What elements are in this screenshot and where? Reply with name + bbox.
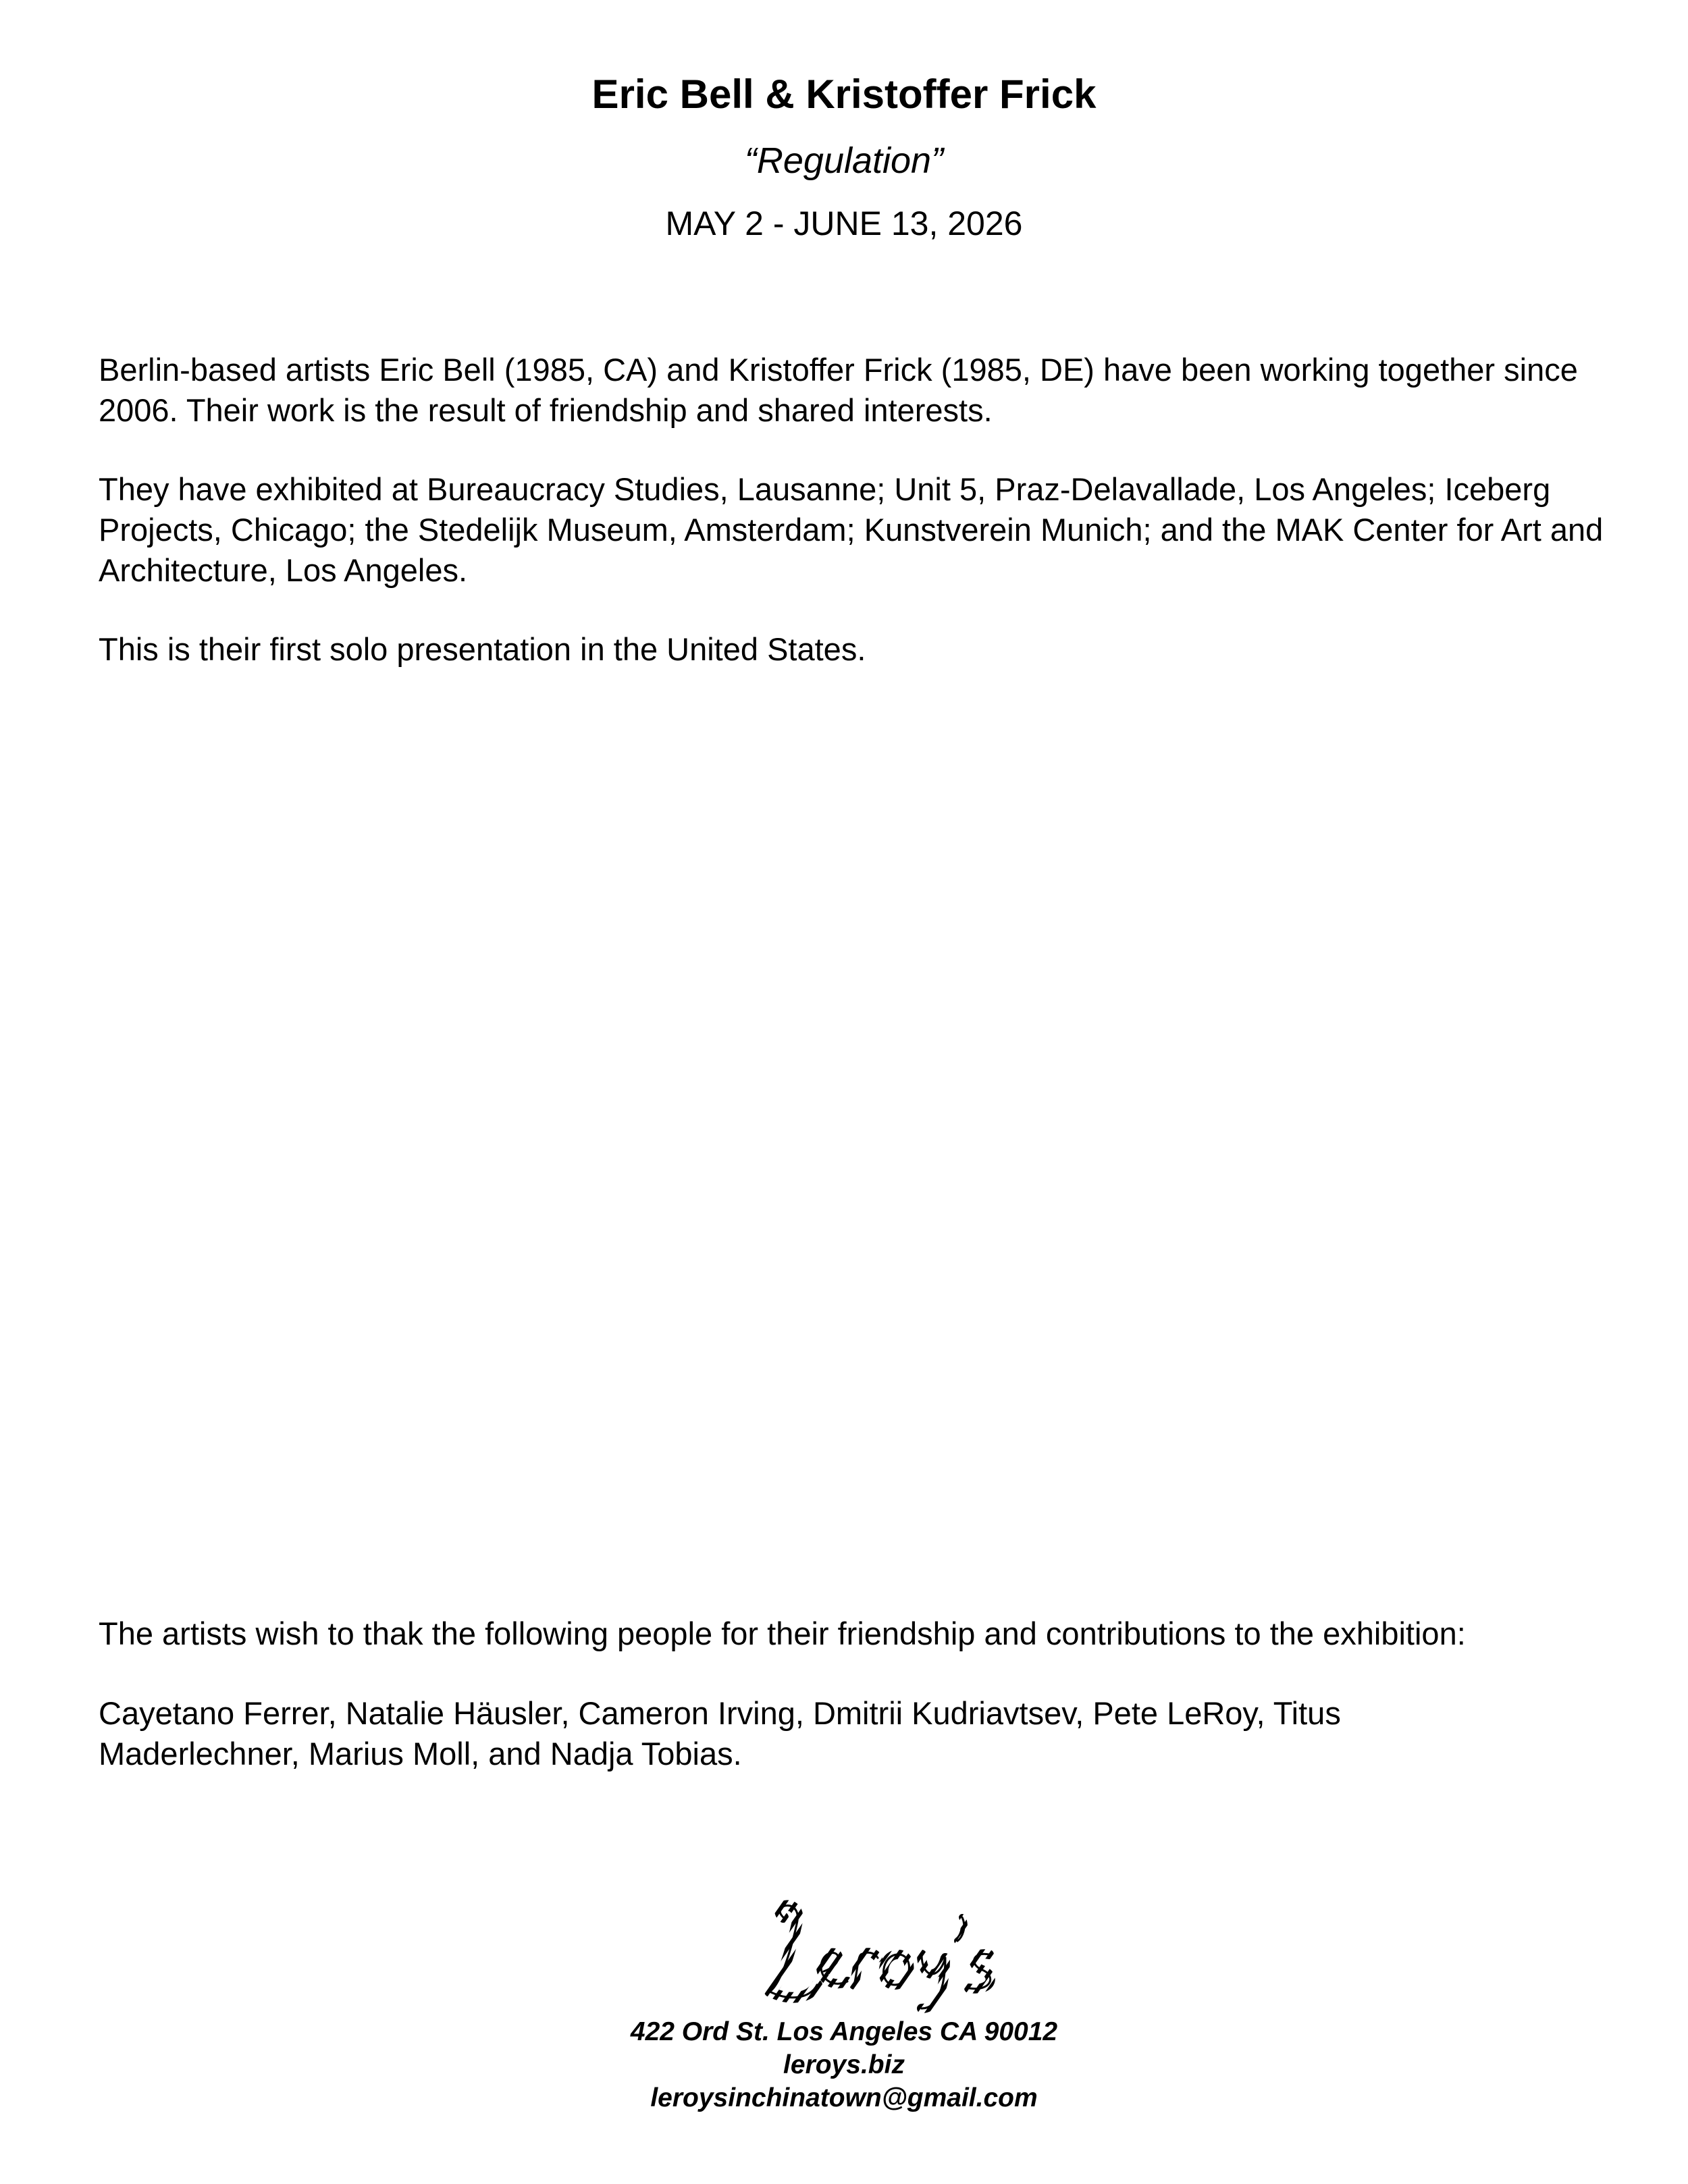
gallery-address: 422 Ord St. Los Angeles CA 90012 — [630, 2017, 1058, 2046]
bio-paragraph-text: Berlin-based artists Eric Bell (1985, CA) and Kristoffer Frick (1985, DE) have been working together since 2006. Their work is the result of friendship and shared interests. — [99, 352, 1578, 428]
exhibition-dates: MAY 2 - JUNE 13, 2026 — [665, 205, 1023, 242]
first-solo-text: This is their first solo presentation in the United States. — [99, 631, 866, 667]
gallery-website-link[interactable]: leroys.biz — [783, 2050, 905, 2079]
artists-heading: Eric Bell & Kristoffer Frick — [591, 72, 1097, 117]
gallery-email-link[interactable]: leroysinchinatown@gmail.com — [650, 2083, 1038, 2112]
rope-lettering-logo-icon — [756, 1890, 1026, 2019]
gallery-contact — [0, 2015, 1688, 2114]
acknowledgements-intro — [99, 1614, 1665, 1654]
first-solo-paragraph — [99, 629, 1618, 670]
exhibition-history-paragraph — [99, 469, 1618, 591]
exhibition-title: “Regulation” — [744, 140, 944, 181]
gallery-logo — [756, 1890, 1026, 2019]
acknowledgements-intro-text: The artists wish to thak the following people for their friendship and contributions to the exhibition: — [99, 1616, 1466, 1651]
exhibition-history-text: They have exhibited at Bureaucracy Studies, Lausanne; Unit 5, Praz-Delavallade, Los Angeles; Iceberg Projects, Chicago; the Stedelijk Museum, Amsterdam; Kunstverein Munich; and the MAK Center for Art and Architecture, Los Angeles. — [99, 471, 1604, 588]
acknowledgements-names-text: Cayetano Ferrer, Natalie Häusler, Cameron Irving, Dmitrii Kudriavtsev, Pete LeRoy, Titus Maderlechner, Marius Moll, and Nadja Tobias. — [99, 1695, 1341, 1772]
acknowledgements-names — [99, 1693, 1516, 1774]
press-release-header — [0, 68, 1688, 247]
bio-paragraph — [99, 350, 1618, 431]
